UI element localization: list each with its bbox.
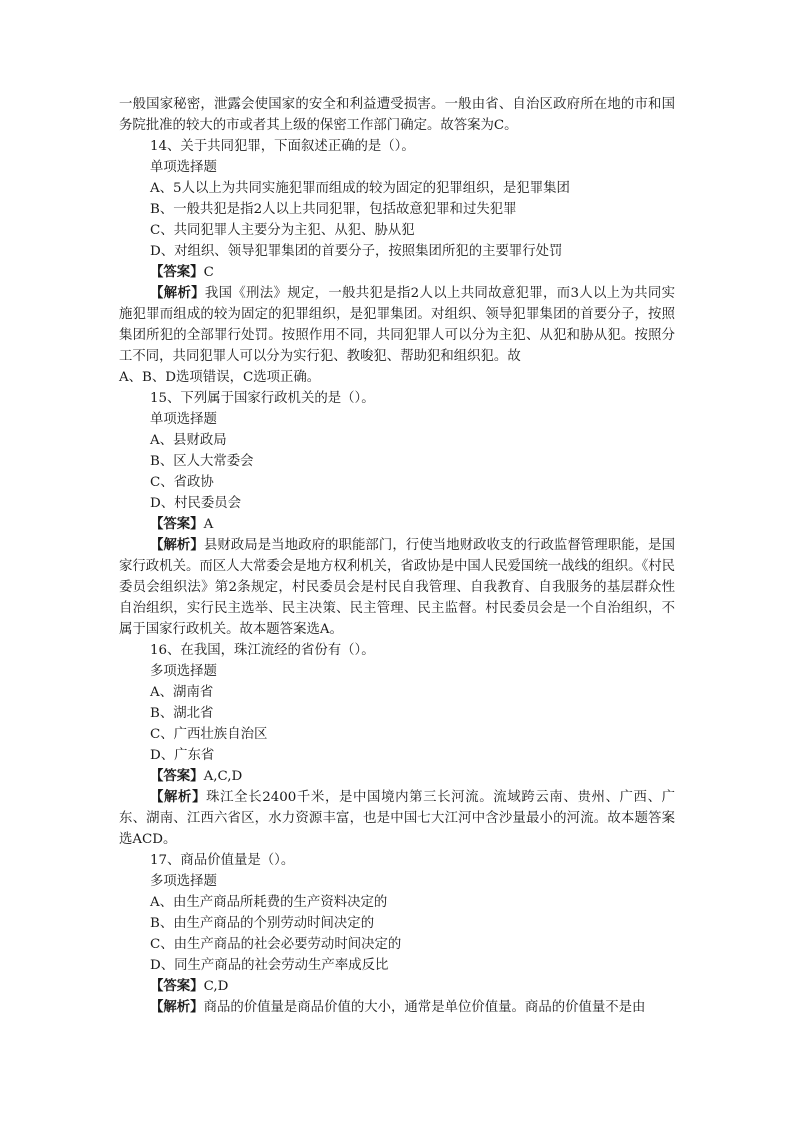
answer-label: 【答案】 [150, 978, 204, 994]
question-16-option-d: D、广东省 [150, 748, 215, 763]
question-16-type: 多项选择题 [150, 664, 217, 679]
question-17-option-d: D、同生产商品的社会劳动生产率成反比 [150, 958, 389, 973]
answer-value: C [203, 265, 214, 280]
question-15-answer [119, 514, 675, 535]
question-17-option-b: B、由生产商品的个别劳动时间决定的 [150, 916, 375, 931]
question-14-answer [119, 262, 675, 283]
question-17-answer [119, 976, 675, 997]
question-16-option-b: B、湖北省 [150, 706, 214, 721]
question-17-analysis [119, 997, 675, 1018]
question-16-option-c: C、广西壮族自治区 [150, 727, 268, 742]
question-14-analysis [119, 283, 675, 367]
question-17-option-a: A、由生产商品所耗费的生产资料决定的 [150, 895, 388, 910]
question-14-option-b: B、一般共犯是指2人以上共同犯罪，包括故意犯罪和过失犯罪 [150, 202, 517, 217]
answer-label: 【答案】 [150, 768, 204, 784]
question-14-option-c: C、共同犯罪人主要分为主犯、从犯、胁从犯 [150, 223, 415, 238]
analysis-text: 珠江全长2400千米，是中国境内第三长河流。流域跨云南、贵州、广西、广东、湖南、江西六省区，水力资源丰富，也是中国七大江河中含沙量最小的河流。故本题答案选ACD。 [119, 790, 676, 847]
continuation-paragraph: 一般国家秘密，泄露会使国家的安全和利益遭受损害。一般由省、自治区政府所在地的市和国务院批准的较大的市或者其上级的保密工作部门确定。故答案为C。 [119, 97, 675, 133]
analysis-text: 县财政局是当地政府的职能部门，行使当地财政收支的行政监督管理职能，是国家行政机关。而区人大常委会是地方权利机关，省政协是中国人民爱国统一战线的组织。《村民委员会组织法》第2条规定，村民委员会是村民自我管理、自我教育、自我服务的基层群众性自治组织，实行民主选举、民主决策、民主管理、民主监督。村民委员会是一个自治组织，不属于国家行政机关。故本题答案选A。 [119, 538, 676, 637]
question-14-stem: 14、关于共同犯罪，下面叙述正确的是（）。 [150, 139, 415, 154]
document-body [119, 94, 675, 1018]
analysis-label: 【解析】 [150, 999, 204, 1015]
analysis-text: 我国《刑法》规定，一般共犯是指2人以上共同故意犯罪，而3人以上为共同实施犯罪而组成的较为固定的犯罪组织，是犯罪集团。对组织、领导犯罪集团的首要分子，按照集团所犯的全部罪行处罚。按照作用不同，共同犯罪人可以分为主犯、从犯和胁从犯。按照分工不同，共同犯罪人可以分为实行犯、教唆犯、帮助犯和组织犯。故 [119, 286, 676, 364]
question-14-type: 单项选择题 [150, 160, 217, 175]
analysis-label: 【解析】 [150, 285, 205, 301]
question-15-option-b: B、区人大常委会 [150, 454, 254, 469]
answer-value: C,D [203, 979, 229, 994]
analysis-label: 【解析】 [150, 537, 204, 553]
question-16-stem: 16、在我国，珠江流经的省份有（）。 [150, 643, 375, 658]
answer-value: A,C,D [203, 769, 243, 784]
question-17-stem: 17、商品价值量是（）。 [150, 853, 295, 868]
question-14-option-a: A、5人以上为共同实施犯罪而组成的较为固定的犯罪组织，是犯罪集团 [150, 181, 570, 196]
question-15-option-a: A、县财政局 [150, 433, 227, 448]
answer-label: 【答案】 [150, 264, 204, 280]
answer-label: 【答案】 [150, 516, 204, 532]
question-15-analysis [119, 535, 675, 640]
analysis-text: 商品的价值量是商品价值的大小，通常是单位价值量。商品的价值量不是由 [203, 1000, 646, 1015]
question-16-analysis [119, 787, 675, 850]
question-14-option-d: D、对组织、领导犯罪集团的首要分子，按照集团所犯的主要罪行处罚 [150, 244, 563, 259]
question-17-option-c: C、由生产商品的社会必要劳动时间决定的 [150, 937, 402, 952]
question-16-answer [119, 766, 675, 787]
analysis-label: 【解析】 [150, 789, 207, 805]
question-14-analysis-tail: A、B、D选项错误，C选项正确。 [119, 370, 321, 385]
question-15-option-c: C、省政协 [150, 475, 214, 490]
question-16-option-a: A、湖南省 [150, 685, 214, 700]
answer-value: A [203, 517, 214, 532]
question-17-type: 多项选择题 [150, 874, 217, 889]
question-15-type: 单项选择题 [150, 412, 217, 427]
question-15-stem: 15、下列属于国家行政机关的是（）。 [150, 391, 375, 406]
question-15-option-d: D、村民委员会 [150, 496, 242, 511]
